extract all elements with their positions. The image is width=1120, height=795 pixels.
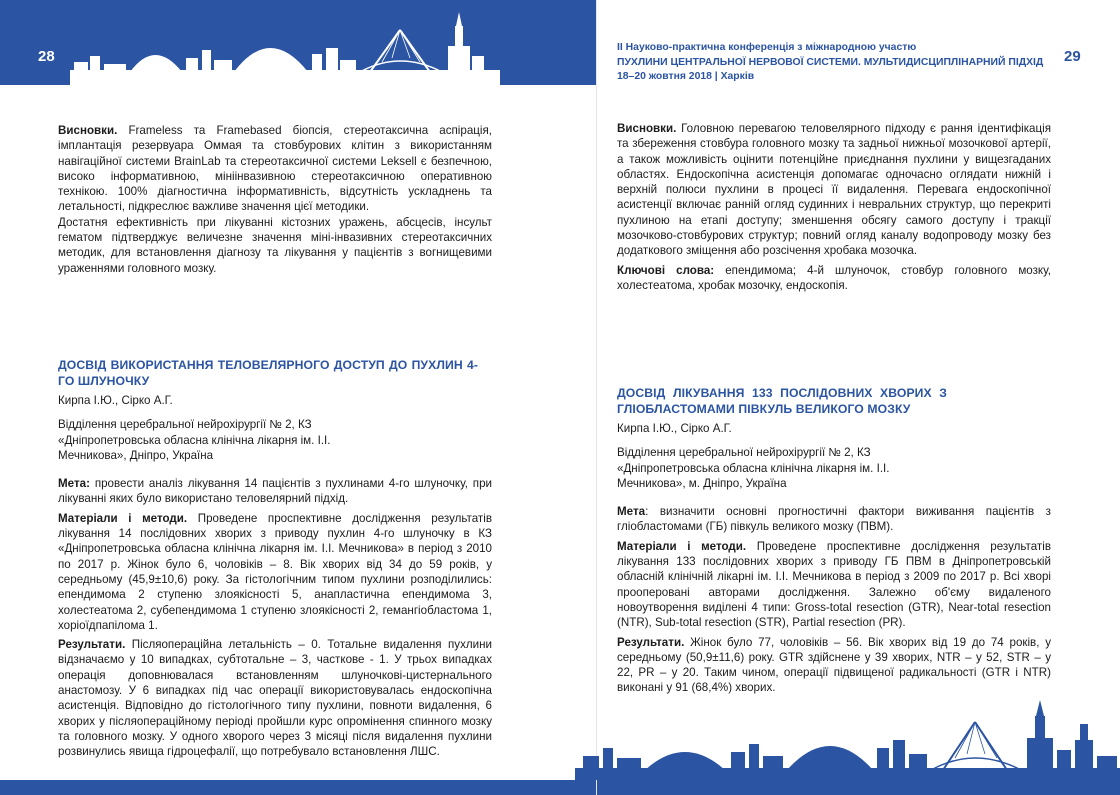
keywords-text: епендимома; 4-й шлуночок, стовбур головного мозку, холестеатома, хробак мозочку, ендоскопія.: [617, 263, 1051, 292]
methods-label: Матеріали і методи.: [58, 511, 188, 525]
conclusions-label: Висновки.: [58, 124, 118, 137]
methods-label: Матеріали і методи.: [617, 539, 747, 553]
conference-date: 18–20 жовтня 2018 | Харків: [617, 71, 755, 82]
article-authors: Кирпа І.Ю., Сірко А.Г.: [58, 394, 173, 407]
aim-label: Мета: [617, 505, 646, 519]
city-skyline-top-icon: [70, 10, 500, 86]
city-skyline-bottom-icon: [575, 700, 1120, 780]
left-article: [58, 358, 492, 764]
aim-text: : визначити основні прогностичні фактори виживання пацієнтів з гліобластомами (ГБ) півкуль великого мозку (ПВМ).: [617, 505, 1051, 534]
conclusions-text: Frameless та Framebased біопсія, стереотаксична аспірація, імплантація резервуара Оммая та стовбурових клітин з використанням навігаційної системи BrainLab та стереотаксичної системи Leksell є безпечною, високо інформативною, мініінвазивною стереотаксичною оперативною технікою. 100% діагностична інформативність, відсутність ускладнень та летальності, підкреслює важливе значення цієї методики.: [58, 124, 492, 214]
conclusions-text-2: Достатня ефективність при лікуванні кістозних уражень, абсцесів, інсульт гематом підтверджує величезне значення міні-інвазивних стереотаксичних методик, для встановлення діагнозу та лікування у пацієнтів з вогнищевими ураженнями головного мозку.: [58, 215, 492, 275]
results-text: Післяопераційна летальність – 0. Тотальне видалення пухлини відзначаємо у 10 випадках, субтотальне – 3, часткове - 1. У трьох випадках операція доповнювалася встановленням шлуночкові-цистернального анастомозу. У 6 випадках під час операції використовувалась ендоскопічна асистенція. Відповідно до гістологічного типу пухлини, повноти видалення, 6 хворих у післяопераційному періоді пройшли курс опромінення спинного мозку та головного мозку. У одного хворого через 3 місяці після видалення пухлини розвинулись явища гідроцефалії, що потребувало встановлення ЛШС.: [58, 638, 492, 759]
article-authors: Кирпа І.Ю., Сірко А.Г.: [617, 422, 732, 435]
methods-text: Проведене проспективне дослідження результатів лікування 133 послідовних хворих з приводу ГБ ПВМ в Дніпропетровській обласній клінічній лікарні ім. І.І. Мечникова в період з 2009 по 2017 р. Всі хворі прооперовані авторами дослідження. Залежно об'єму видаленого новоутворення виділені 4 типи: Gross-total resection (GTR), Near-total resection (NTR), Sub-total resection (STR), Partial resection (PR).: [617, 539, 1051, 630]
article-title: ДОСВІД ВИКОРИСТАННЯ ТЕЛОВЕЛЯРНОГО ДОСТУП ДО ПУХЛИН 4-ГО ШЛУНОЧКУ: [58, 358, 478, 388]
results-label: Результати.: [617, 635, 685, 649]
article-affiliation: Відділення церебральної нейрохірургії № 2, КЗ «Дніпропетровська обласна клінічна лікарня ім. І.І. Мечникова», м. Дніпро, Україна: [617, 446, 890, 490]
conclusions-text: Головною перевагою теловелярного підходу є рання ідентифікація та збереження стовбура головного мозку та задньої нижньої мозочкової артерії, а також можливість оцінити потенційне приєднання пухлини у вищезгаданих областях. Ендоскопічна асистенція допомагає одночасно оглядати нижній і верхній полюси пухлини в процесі її видалення. Перевага ендоскопічної асистенції включає ранній огляд судинних і невральних структур, що перекриті пухлиною на етапі доступу; зменшення обсягу самого доступу і тракції мозочково-стовбурових структур; повний огляд каналу водопроводу мозку без додаткового зміщення або розсічення хробака мозочка.: [617, 122, 1051, 258]
left-footer-band: [0, 780, 596, 795]
conference-subtitle: ПУХЛИНИ ЦЕНТРАЛЬНОЇ НЕРВОВОЇ СИСТЕМИ. МУЛЬТИДИСЦИПЛІНАРНИЙ ПІДХІД: [617, 56, 1044, 68]
aim-text: провести аналіз лікування 14 пацієнтів з пухлинами 4-го шлуночку, при лікуванні яких було використано теловелярний підхід.: [58, 477, 492, 506]
conference-title: II Науково-практична конференція з міжнародною участю: [617, 42, 917, 53]
methods-text: Проведене проспективне дослідження результатів лікування 14 послідовних хворих з приводу пухлин 4-го шлуночку в КЗ «Дніпропетровська обласна клінічна лікарня ім. І.І. Мечникова» в період з 2010 по 2017 р. Жінок було 6, чоловіків – 8. Вік хворих від 34 до 59 років, у середньому (45,9±10,6) року. За гістологічним типом пухлини розподілились: епендимома 2 ступеню злоякісності 5, анапластична епендимома 3, холестеатома 2, субепендимома 1 ступеню злоякісності 2, гемангіобластома 1, хоріоїдпапілома 1.: [58, 511, 492, 632]
aim-label: Мета:: [58, 477, 90, 491]
page-gutter: [596, 0, 597, 795]
left-page-number: 28: [38, 48, 55, 65]
right-conclusions: [617, 121, 1051, 293]
right-article: [617, 386, 1051, 700]
keywords-label: Ключові слова:: [617, 263, 715, 277]
conclusions-label: Висновки.: [617, 122, 677, 135]
results-text: Жінок було 77, чоловіків – 56. Вік хворих від 19 до 74 років, у середньому (50,9±11,6) року. GTR здійснене у 39 хворих, NTR – у 52, STR – у 22, PR – у 20. Таким чином, операції підвищеної радикальності (GTR і NTR) виконані у 91 (68,4%) хворих.: [617, 635, 1051, 695]
article-affiliation: Відділення церебральної нейрохірургії № 2, КЗ «Дніпропетровська обласна клінічна лікарня ім. І.І. Мечникова», Дніпро, Україна: [58, 418, 331, 462]
conference-header: [617, 41, 1047, 85]
results-label: Результати.: [58, 638, 126, 652]
right-page-number: 29: [1064, 48, 1081, 65]
article-title: ДОСВІД ЛІКУВАННЯ 133 ПОСЛІДОВНИХ ХВОРИХ З ГЛІОБЛАСТОМАМИ ПІВКУЛЬ ВЕЛИКОГО МОЗКУ: [617, 386, 947, 416]
left-conclusions: [58, 123, 492, 276]
